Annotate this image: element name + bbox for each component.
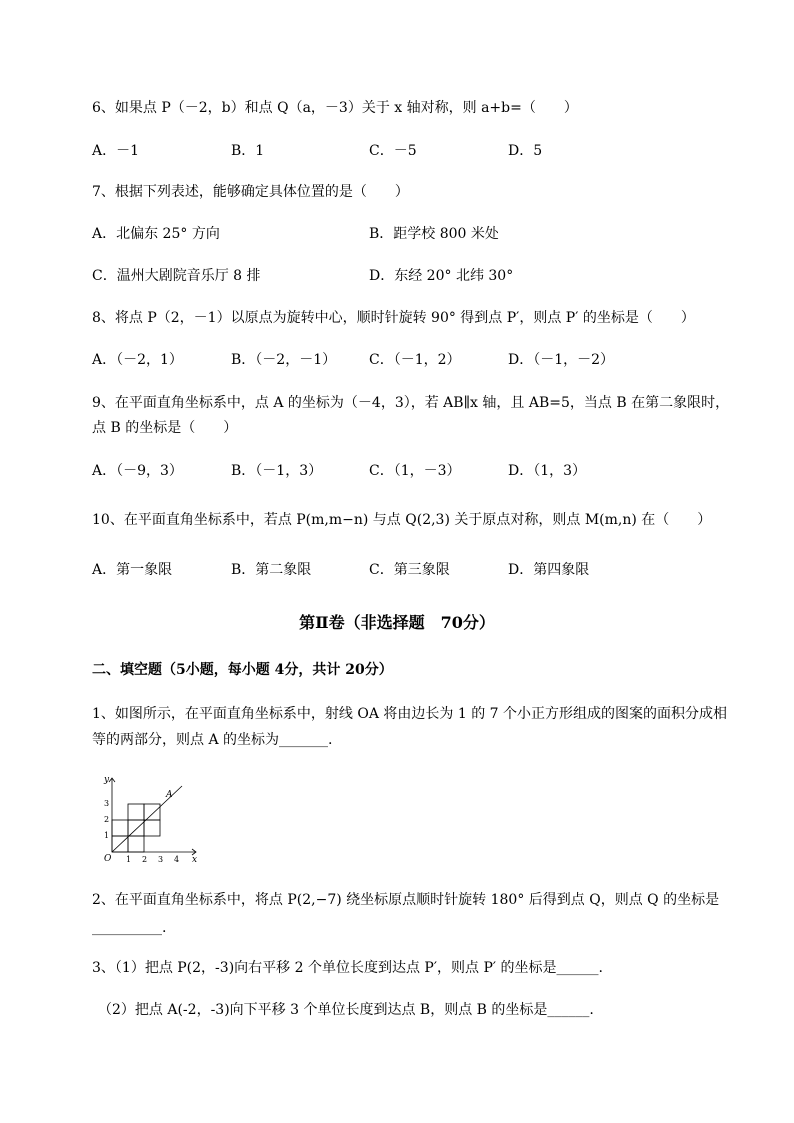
fill-1-line1: 1、如图所示，在平面直角坐标系中，射线 OA 将由边长为 1 的 7 个小正方形组成的图案的面积分成相 bbox=[92, 706, 728, 722]
coordinate-figure bbox=[92, 772, 202, 864]
q7-option-c: C．温州大剧院音乐厅 8 排 bbox=[92, 268, 261, 284]
q8-option-c: C．（－1，2） bbox=[369, 352, 461, 368]
q7-option-d: D．东经 20° 北纬 30° bbox=[369, 268, 514, 284]
fill-1-line2: 等的两部分，则点 A 的坐标为_______. bbox=[92, 732, 333, 748]
fill-2-line1: 2、在平面直角坐标系中，将点 P(2,−7) 绕坐标原点顺时针旋转 180° 后得到点 Q，则点 Q 的坐标是 bbox=[92, 892, 720, 908]
x-tick-4: 4 bbox=[174, 855, 180, 864]
origin-label: O bbox=[104, 854, 112, 864]
fill-3-line2: （2）把点 A(-2，-3)向下平移 3 个单位长度到达点 B，则点 B 的坐标是______. bbox=[98, 1002, 594, 1018]
q10-option-c: C．第三象限 bbox=[369, 562, 450, 578]
x-tick-1: 1 bbox=[126, 855, 132, 864]
question-6-text: 6、如果点 P（－2，b）和点 Q（a，－3）关于 x 轴对称，则 a+b=（ ） bbox=[92, 100, 578, 116]
grid-square bbox=[128, 836, 144, 852]
y-tick-3: 3 bbox=[104, 799, 110, 808]
q10-option-d: D．第四象限 bbox=[508, 562, 590, 578]
q9-option-a: A．（－9，3） bbox=[92, 463, 183, 479]
grid-square bbox=[128, 804, 144, 820]
grid-square bbox=[128, 820, 144, 836]
q6-option-d: D．5 bbox=[508, 143, 543, 159]
q6-option-b: B．1 bbox=[231, 143, 265, 159]
x-axis-label: x bbox=[192, 855, 198, 864]
section-title: 第Ⅱ卷（非选择题 70分） bbox=[299, 613, 495, 632]
question-8-text: 8、将点 P（2，－1）以原点为旋转中心，顺时针旋转 90° 得到点 P′，则点 P′ 的坐标是（ ） bbox=[92, 310, 695, 326]
grid-square bbox=[112, 820, 128, 836]
grid-square bbox=[144, 804, 160, 820]
q10-option-a: A．第一象限 bbox=[92, 562, 173, 578]
y-axis-label: y bbox=[104, 775, 110, 785]
q9-option-d: D．（1，3） bbox=[508, 463, 587, 479]
point-a-label: A bbox=[166, 790, 173, 800]
q8-option-d: D．（－1，－2） bbox=[508, 352, 615, 368]
question-10-text: 10、在平面直角坐标系中，若点 P(m,m−n) 与点 Q(2,3) 关于原点对称，则点 M(m,n) 在（ ） bbox=[92, 512, 712, 528]
y-tick-2: 2 bbox=[104, 815, 110, 824]
y-tick-1: 1 bbox=[104, 831, 110, 840]
q6-option-c: C．－5 bbox=[369, 143, 417, 159]
q7-option-a: A．北偏东 25° 方向 bbox=[92, 226, 220, 242]
q9-option-c: C．（1，－3） bbox=[369, 463, 461, 479]
q6-option-a: A．－1 bbox=[92, 143, 140, 159]
section-heading: 二、填空题（5小题，每小题 4分，共计 20分） bbox=[92, 662, 393, 678]
fill-3-line1: 3、（1）把点 P(2，-3)向右平移 2 个单位长度到达点 P′，则点 P′ 的坐标是______. bbox=[92, 960, 603, 976]
q7-option-b: B．距学校 800 米处 bbox=[369, 226, 499, 242]
x-tick-2: 2 bbox=[142, 855, 148, 864]
grid-square bbox=[144, 820, 160, 836]
q8-option-b: B．（－2，－1） bbox=[231, 352, 337, 368]
question-7-text: 7、根据下列表述，能够确定具体位置的是（ ） bbox=[92, 184, 409, 200]
q8-option-a: A．（－2，1） bbox=[92, 352, 183, 368]
q10-option-b: B．第二象限 bbox=[231, 562, 312, 578]
fill-2-line2: __________. bbox=[92, 920, 167, 936]
q9-option-b: B．（－1，3） bbox=[231, 463, 323, 479]
x-tick-3: 3 bbox=[158, 855, 164, 864]
question-9-text-line1: 9、在平面直角坐标系中，点 A 的坐标为（－4，3），若 AB∥x 轴，且 AB=5，当点 B 在第二象限时， bbox=[92, 395, 730, 411]
question-9-text-line2: 点 B 的坐标是（ ） bbox=[92, 420, 238, 436]
